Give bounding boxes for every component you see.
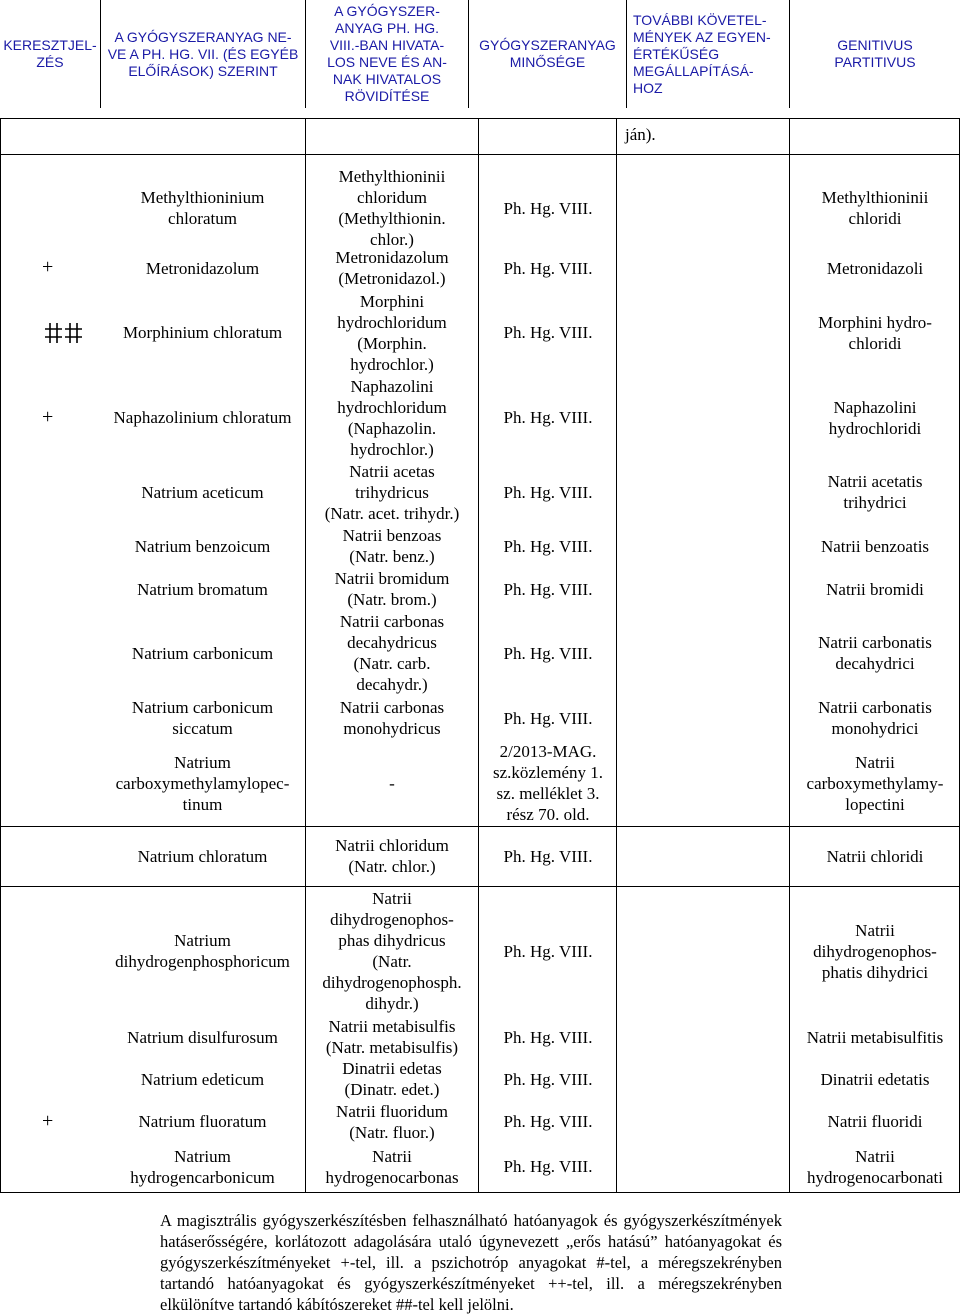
quality-cell: Ph. Hg. VIII. [503, 198, 593, 218]
ph7-name-cell: Natrium carboxymethylamylopec- tinum [115, 752, 290, 814]
genitive-cell: Natrii chloridi [826, 846, 924, 866]
quality-cell: Ph. Hg. VIII. [503, 482, 593, 502]
quality-cell: Ph. Hg. VIII. [503, 1069, 593, 1089]
ph7-name-cell: Morphinium chloratum [122, 323, 283, 342]
ph8-name-cell: Natrii dihydrogenophos- phas dihydricus (Natr. dihydrogenophosph. dihydr.) [322, 889, 462, 1013]
genitive-cell: Morphini hydro- chloridi [818, 312, 932, 353]
ph8-name-cell: Natrii chloridum (Natr. chlor.) [335, 836, 449, 876]
ph8-name-cell: Natrii fluoridum (Natr. fluor.) [336, 1101, 448, 1142]
strong-effect-mark: + [42, 256, 54, 278]
narcotic-mark-icon [44, 321, 84, 350]
quality-cell: Ph. Hg. VIII. [503, 579, 593, 599]
genitive-cell: Natrii dihydrogenophos- phatis dihydrici [813, 920, 937, 982]
ph8-name-cell: Morphini hydrochloridum (Morphin. hydrochlor.) [337, 291, 447, 374]
ph8-name-cell: Natrii acetas trihydricus (Natr. acet. trihydr.) [324, 461, 460, 523]
ph7-name-cell: Methylthioninium chloratum [140, 188, 265, 228]
strong-effect-mark: + [42, 1109, 54, 1132]
table-header [0, 0, 960, 108]
quality-cell: Ph. Hg. VIII. [503, 643, 593, 663]
continuation-fragment: ján). [625, 125, 656, 144]
ph7-name-cell: Natrium dihydrogenphosphoricum [115, 931, 290, 971]
genitive-cell: Natrii hydrogenocarbonati [807, 1146, 943, 1187]
column-divider [789, 118, 790, 1193]
genitive-cell: Natrii benzoatis [820, 536, 930, 556]
ph8-name-cell: Methylthioninii chloridum (Methylthionin. chlor.) [338, 167, 446, 249]
genitive-cell: Dinatrii edetatis [820, 1069, 930, 1089]
ph7-name-cell: Naphazolinium chloratum [113, 408, 292, 427]
ph8-name-cell: Natrii carbonas decahydricus (Natr. carb. decahydr.) [339, 612, 445, 694]
genitive-cell: Natrii carbonatis monohydrici [818, 698, 932, 738]
row-divider [0, 154, 960, 155]
header-col-quality: GYÓGYSZERANYAG MINŐSÉGE [468, 0, 626, 108]
ph7-name-cell: Natrium bromatum [137, 579, 268, 599]
column-divider [616, 118, 617, 1193]
quality-cell: Ph. Hg. VIII. [503, 1027, 593, 1047]
header-col-requirements: TOVÁBBI KÖVETEL- MÉNYEK AZ EGYEN- ÉRTÉKŰSÉG MEGÁLLAPÍTÁSÁ- HOZ [626, 0, 789, 108]
ph7-name-cell: Natrium hydrogencarbonicum [130, 1146, 275, 1187]
quality-cell: Ph. Hg. VIII. [503, 846, 593, 866]
genitive-cell: Methylthioninii chloridi [821, 188, 929, 228]
ph7-name-cell: Metronidazolum [145, 258, 260, 278]
quality-cell: Ph. Hg. VIII. [503, 323, 593, 342]
strong-effect-mark: + [42, 405, 54, 428]
column-divider [478, 118, 479, 1193]
row-divider [0, 1192, 960, 1193]
quality-cell: Ph. Hg. VIII. [503, 1157, 593, 1176]
quality-cell: Ph. Hg. VIII. [503, 1112, 593, 1131]
header-col-ph8-name: A GYÓGYSZER- ANYAG PH. HG. VIII.-BAN HIVATA- LOS NEVE ÉS AN- NAK HIVATALOS RÖVIDÍTÉSE [305, 0, 468, 108]
ph7-name-cell: Natrium fluoratum [138, 1112, 267, 1131]
genitive-cell: Natrii acetatis trihydrici [827, 472, 923, 512]
genitive-cell: Natrii carboxymethylamy- lopectini [806, 752, 944, 814]
quality-cell: Ph. Hg. VIII. [503, 536, 593, 556]
ph8-name-cell: Natrii metabisulfis (Natr. metabisulfis) [325, 1017, 459, 1057]
quality-cell: Ph. Hg. VIII. [503, 941, 593, 961]
ph7-name-cell: Natrium edeticum [140, 1069, 265, 1089]
ph7-name-cell: Natrium disulfurosum [127, 1027, 278, 1047]
ph7-name-cell: Natrium chloratum [137, 846, 268, 866]
genitive-cell: Naphazolini hydrochloridi [828, 397, 922, 438]
ph7-name-cell: Natrium carbonicum siccatum [131, 698, 274, 738]
genitive-cell: Natrii bromidi [826, 579, 924, 599]
footnote: A magisztrális gyógyszerkészítésben felhasználható hatóanyagok és gyógyszerkészítmények hatáserősségére, korlátozott adagolására utaló úgynevezett „erős hatású” hatóanyagokat és gyógyszerkészítményeket +-tel, ill. a pszichotróp anyagokat #-tel, a méregszekrényben tartandó hatóanyagokat és gyógyszerkészítményeket ++-tel, ill. a méregszekrényben elkülönítve tartandó kábítószereket ##-tel kell jelölni. [160, 1211, 782, 1314]
genitive-cell: Natrii metabisulfitis [806, 1027, 944, 1047]
row-divider [0, 118, 960, 119]
ph8-name-cell: Natrii carbonas monohydricus [339, 698, 445, 738]
ph8-name-cell: Natrii hydrogenocarbonas [325, 1146, 459, 1187]
quality-cell: Ph. Hg. VIII. [503, 258, 593, 278]
quality-cell: 2/2013-MAG. sz.közlemény 1. sz. melléklet 3. rész 70. old. [493, 742, 603, 824]
ph8-name-cell: Dinatrii edetas (Dinatr. edet.) [342, 1059, 442, 1099]
header-col-genitive: GENITIVUS PARTITIVUS [789, 0, 960, 108]
header-col-ph7-name: A GYÓGYSZERANYAG NE- VE A PH. HG. VII. (ÉS EGYÉB ELŐÍRÁSOK) SZERINT [100, 0, 305, 108]
ph8-name-cell: Naphazolini hydrochloridum (Naphazolin. hydrochlor.) [337, 376, 447, 459]
ph7-name-cell: Natrium benzoicum [134, 536, 271, 556]
quality-cell: Ph. Hg. VIII. [503, 408, 593, 427]
column-divider [0, 118, 1, 1193]
header-col-marking: KERESZTJEL- ZÉS [3, 37, 97, 70]
ph8-name-cell: - [389, 773, 395, 793]
ph8-name-cell: Natrii bromidum (Natr. brom.) [334, 569, 450, 609]
quality-cell: Ph. Hg. VIII. [503, 708, 593, 728]
ph8-name-cell: Metronidazolum (Metronidazol.) [335, 248, 449, 288]
ph7-name-cell: Natrium carbonicum [131, 643, 274, 663]
ph7-name-cell: Natrium aceticum [141, 482, 264, 502]
ph8-name-cell: Natrii benzoas (Natr. benz.) [342, 526, 442, 566]
genitive-cell: Metronidazoli [826, 258, 924, 278]
genitive-cell: Natrii carbonatis decahydrici [818, 633, 932, 673]
genitive-cell: Natrii fluoridi [827, 1112, 923, 1131]
